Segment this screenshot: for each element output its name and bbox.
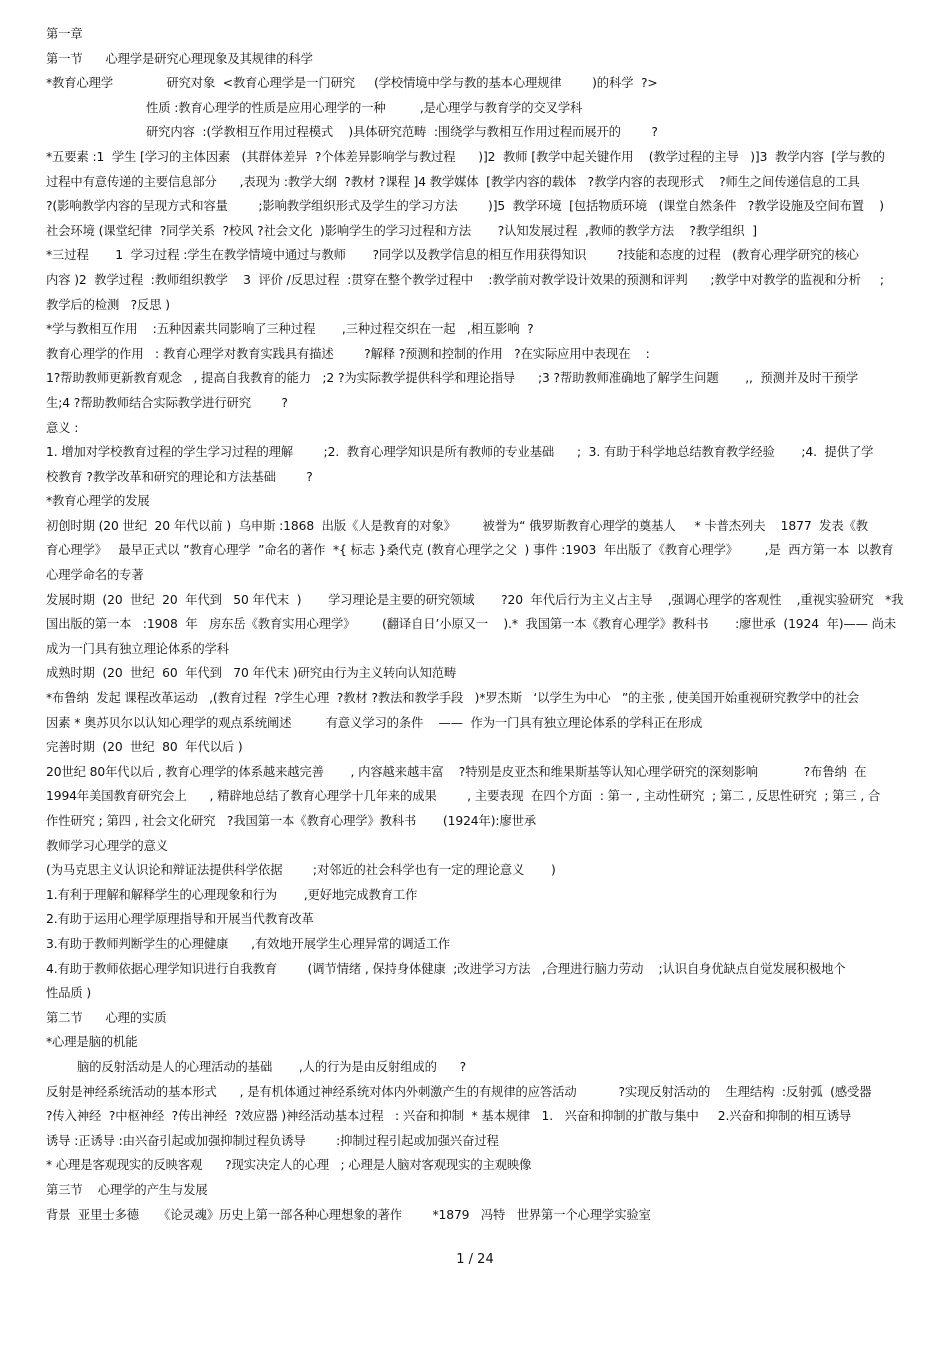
text-line: 成熟时期 (20 世纪 60 年代到 70 年代末 )研究由行为主义转向认知范畴	[46, 666, 457, 681]
text-line: 心理学命名的专著	[46, 568, 144, 583]
text-line: 教育心理学的作用 : 教育心理学对教育实践具有描述 ?解释 ?预测和控制的作用 ?在实际应用中表现在 :	[46, 346, 650, 361]
text-line: 3.有助于教师判断学生的心理健康 ,有效地开展学生心理异常的调适工作	[46, 936, 451, 951]
text-line: ?(影响教学内容的呈现方式和容量 ;影响教学组织形式及学生的学习方法 )]5 教学环境 [包括物质环境 (课堂自然条件 ?教学设施及空间布置 )	[46, 199, 884, 214]
text-line: 20世纪 80年代以后 , 教育心理学的体系越来越完善 , 内容越来越丰富 ?特别是皮亚杰和维果斯基等认知心理学研究的深刻影响 ?布鲁纳 在	[46, 764, 867, 779]
text-line: 教师学习心理学的意义	[46, 838, 168, 853]
text-line: 初创时期 (20 世纪 20 年代以前 ) 乌申斯 :1868 出版《人是教育的对象》 被誉为“ 俄罗斯教育心理学的奠基人 * 卡普杰列夫 1877 发表《教	[46, 518, 868, 533]
text-line: (为马克思主义认识论和辩证法提供科学依据 ;对邻近的社会科学也有一定的理论意义 )	[46, 863, 556, 878]
text-line: 第一章	[46, 27, 83, 41]
text-line: 校教育 ?教学改革和研究的理论和方法基础 ?	[46, 469, 313, 484]
document-body	[46, 22, 908, 1227]
text-line: 过程中有意传递的主要信息部分 ,表现为 :教学大纲 ?教材 ?课程 ]4 教学媒体 [教学内容的载体 ?教学内容的表现形式 ?师生之间传递信息的工具	[46, 174, 860, 189]
text-line: *教育心理学的发展	[46, 494, 150, 509]
text-line: 第一节 心理学是研究心理现象及其规律的科学	[46, 51, 313, 66]
text-line: 作性研究 ; 第四 , 社会文化研究 ?我国第一本《教育心理学》教科书 (1924年):廖世承	[46, 814, 537, 828]
text-line: *三过程 1 学习过程 :学生在教学情境中通过与教师 ?同学以及教学信息的相互作用获得知识 ?技能和态度的过程 (教育心理学研究的核心	[46, 248, 859, 263]
page-number: 1 / 24	[456, 1252, 494, 1267]
text-line: 国出版的第一本 :1908 年 房东岳《教育实用心理学》 (翻译自日’小原又一 ).* 我国第一本《教育心理学》教科书 :廖世承 (1924 年)—— 尚未	[46, 617, 897, 632]
text-line: 第三节 心理学的产生与发展	[46, 1182, 208, 1197]
text-line: 脑的反射活动是人的心理活动的基础 ,人的行为是由反射组成的 ?	[77, 1059, 467, 1074]
text-line: 1?帮助教师更新教育观念 , 提高自我教育的能力 ;2 ?为实际教学提供科学和理论指导 ;3 ?帮助教师准确地了解学生问题 ,, 预测并及时干预学	[46, 371, 859, 386]
text-line: *学与教相互作用 :五种因素共同影响了三种过程 ,三种过程交织在一起 ,相互影响 ?	[46, 322, 534, 337]
text-line: ?传入神经 ?中枢神经 ?传出神经 ?效应器 )神经活动基本过程 : 兴奋和抑制 * 基本规律 1. 兴奋和抑制的扩散与集中 2.兴奋和抑制的相互诱导	[46, 1109, 852, 1124]
text-line: 意义 :	[46, 420, 79, 435]
text-line: 背景 亚里士多德 《论灵魂》历史上第一部各种心理想象的著作 *1879 冯特 世界第一个心理学实验室	[46, 1207, 651, 1222]
text-line: * 心理是客观现实的反映客观 ?现实决定人的心理 ; 心理是人脑对客观现实的主观映像	[46, 1158, 532, 1173]
text-line: *心理是脑的机能	[46, 1035, 138, 1050]
text-line: 反射是神经系统活动的基本形式 , 是有机体通过神经系统对体内外刺激产生的有规律的应答活动 ?实现反射活动的 生理结构 :反射弧 (感受器	[46, 1084, 872, 1099]
text-line: 社会环境 (课堂纪律 ?同学关系 ?校风 ?社会文化 )影响学生的学习过程和方法 ?认知发展过程 ,教师的教学方法 ?教学组织 ]	[46, 223, 757, 238]
text-line: 1. 增加对学校教育过程的学生学习过程的理解 ;2. 教育心理学知识是所有教师的专业基础 ; 3. 有助于科学地总结教育教学经验 ;4. 提供了学	[46, 445, 874, 460]
text-line: 研究内容 :(学教相互作用过程模式 )具体研究范畴 :围绕学与教相互作用过程而展开的 ?	[146, 125, 658, 140]
text-line: 成为一门具有独立理论体系的学科	[46, 641, 229, 656]
text-line: 完善时期 (20 世纪 80 年代以后 )	[46, 740, 243, 755]
text-line: 诱导 :正诱导 :由兴奋引起或加强抑制过程负诱导 :抑制过程引起或加强兴奋过程	[46, 1133, 499, 1148]
text-line: *布鲁纳 发起 课程改革运动 ,(教育过程 ?学生心理 ?教材 ?教法和教学手段 )*罗杰斯 ‘以学生为中心 ”的主张 , 使美国开始重视研究教学中的社会	[46, 691, 860, 706]
text-line: 1.有利于理解和解释学生的心理现象和行为 ,更好地完成教育工作	[46, 887, 418, 902]
text-line: 2.有助于运用心理学原理指导和开展当代教育改革	[46, 912, 314, 927]
text-line: 第二节 心理的实质	[46, 1010, 167, 1025]
text-line: 教学后的检测 ?反思 )	[46, 297, 170, 312]
text-line: *教育心理学 研究对象 <教育心理学是一门研究 (学校情境中学与教的基本心理规律 )的科学 ?>	[46, 76, 658, 91]
text-line: *五要素 :1 学生 [学习的主体因素 (其群体差异 ?个体差异影响学与教过程 )]2 教师 [教学中起关键作用 (教学过程的主导 )]3 教学内容 [学与教的	[46, 149, 885, 164]
text-line: 性质 :教育心理学的性质是应用心理学的一种 ,是心理学与教育学的交叉学科	[146, 100, 583, 115]
text-line: 性品质 )	[46, 986, 92, 1001]
text-line: 因素 * 奥苏贝尔以认知心理学的观点系统阐述 有意义学习的条件 —— 作为一门具有独立理论体系的学科正在形成	[46, 715, 703, 730]
text-line: 1994年美国教育研究会上 , 精辟地总结了教育心理学十几年来的成果 , 主要表现 在四个方面 : 第一 , 主动性研究 ; 第二 , 反思性研究 ; 第三 , 合	[46, 789, 881, 804]
text-line: 发展时期 (20 世纪 20 年代到 50 年代末 ) 学习理论是主要的研究领域 ?20 年代后行为主义占主导 ,强调心理学的客观性 ,重视实验研究 *我	[46, 592, 904, 607]
text-line: 育心理学》 最早正式以 ”教育心理学 ”命名的著作 *{ 标志 }桑代克 (教育心理学之父 ) 事件 :1903 年出版了《教育心理学》 ,是 西方第一本 以教育	[46, 543, 894, 558]
text-line: 生;4 ?帮助教师结合实际教学进行研究 ?	[46, 395, 288, 410]
text-line: 4.有助于教师依据心理学知识进行自我教育 (调节情绪 , 保持身体健康 ;改进学习方法 ,合理进行脑力劳动 ;认识自身优缺点自觉发展积极地个	[46, 961, 846, 976]
text-line: 内容 )2 教学过程 :教师组织教学 3 评价 /反思过程 :贯穿在整个教学过程中 :教学前对教学设计效果的预测和评判 ;教学中对教学的监视和分析 ;	[46, 272, 884, 287]
